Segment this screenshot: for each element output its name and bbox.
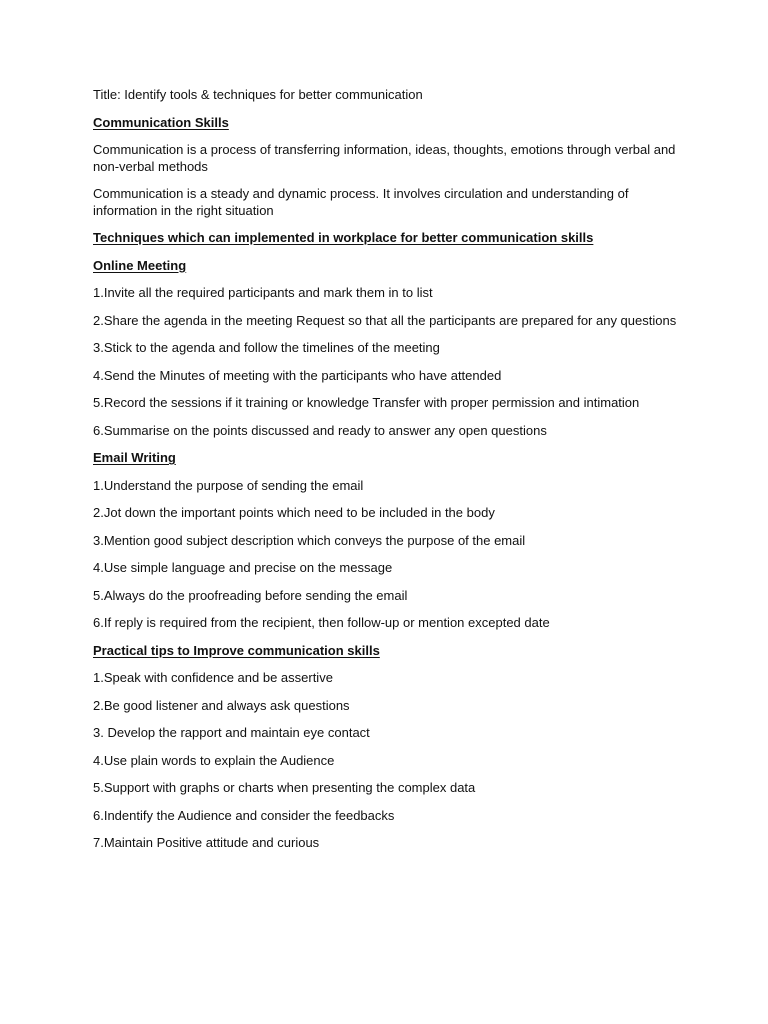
online-meeting-item: 2.Share the agenda in the meeting Request so that all the participants are prepared for any questions — [93, 312, 677, 328]
document-title: Title: Identify tools & techniques for better communication — [93, 87, 423, 102]
online-meeting-item: 5.Record the sessions if it training or knowledge Transfer with proper permission and intimation — [93, 395, 640, 410]
heading-communication-skills: Communication Skills — [93, 114, 229, 130]
practical-tip-item: 5.Support with graphs or charts when presenting the complex data — [93, 780, 476, 795]
heading-techniques: Techniques which can implemented in workplace for better communication skills — [93, 230, 594, 245]
email-writing-item: 6.If reply is required from the recipient, then follow-up or mention excepted date — [93, 615, 550, 630]
online-meeting-item: 1.Invite all the required participants and mark them in to list — [93, 285, 433, 300]
practical-tip-item: 6.Indentify the Audience and consider the feedbacks — [93, 807, 395, 823]
practical-tip-item: 7.Maintain Positive attitude and curious — [93, 835, 320, 850]
email-writing-item: 3.Mention good subject description which conveys the purpose of the email — [93, 532, 526, 548]
email-writing-item: 2.Jot down the important points which need to be included in the body — [93, 505, 495, 520]
practical-tip-item: 2.Be good listener and always ask questions — [93, 697, 350, 713]
heading-online-meeting: Online Meeting — [93, 257, 187, 273]
practical-tip-item: 4.Use plain words to explain the Audience — [93, 752, 335, 768]
paragraph-communication-definition: Communication is a process of transferring information, ideas, thoughts, emotions through verbal and non-verbal methods — [93, 142, 676, 174]
heading-email-writing: Email Writing — [93, 450, 176, 465]
online-meeting-item: 3.Stick to the agenda and follow the timelines of the meeting — [93, 340, 440, 355]
paragraph-communication-process: Communication is a steady and dynamic process. It involves circulation and understanding of information in the right situation — [93, 186, 629, 218]
practical-tip-item: 3. Develop the rapport and maintain eye contact — [93, 725, 370, 740]
email-writing-item: 4.Use simple language and precise on the message — [93, 560, 393, 575]
email-writing-item: 5.Always do the proofreading before sending the email — [93, 587, 408, 603]
email-writing-item: 1.Understand the purpose of sending the email — [93, 477, 364, 493]
document-page — [93, 86, 693, 862]
online-meeting-item: 6.Summarise on the points discussed and ready to answer any open questions — [93, 422, 547, 438]
online-meeting-item: 4.Send the Minutes of meeting with the participants who have attended — [93, 367, 502, 383]
practical-tip-item: 1.Speak with confidence and be assertive — [93, 670, 333, 685]
heading-practical-tips: Practical tips to Improve communication skills — [93, 642, 380, 658]
